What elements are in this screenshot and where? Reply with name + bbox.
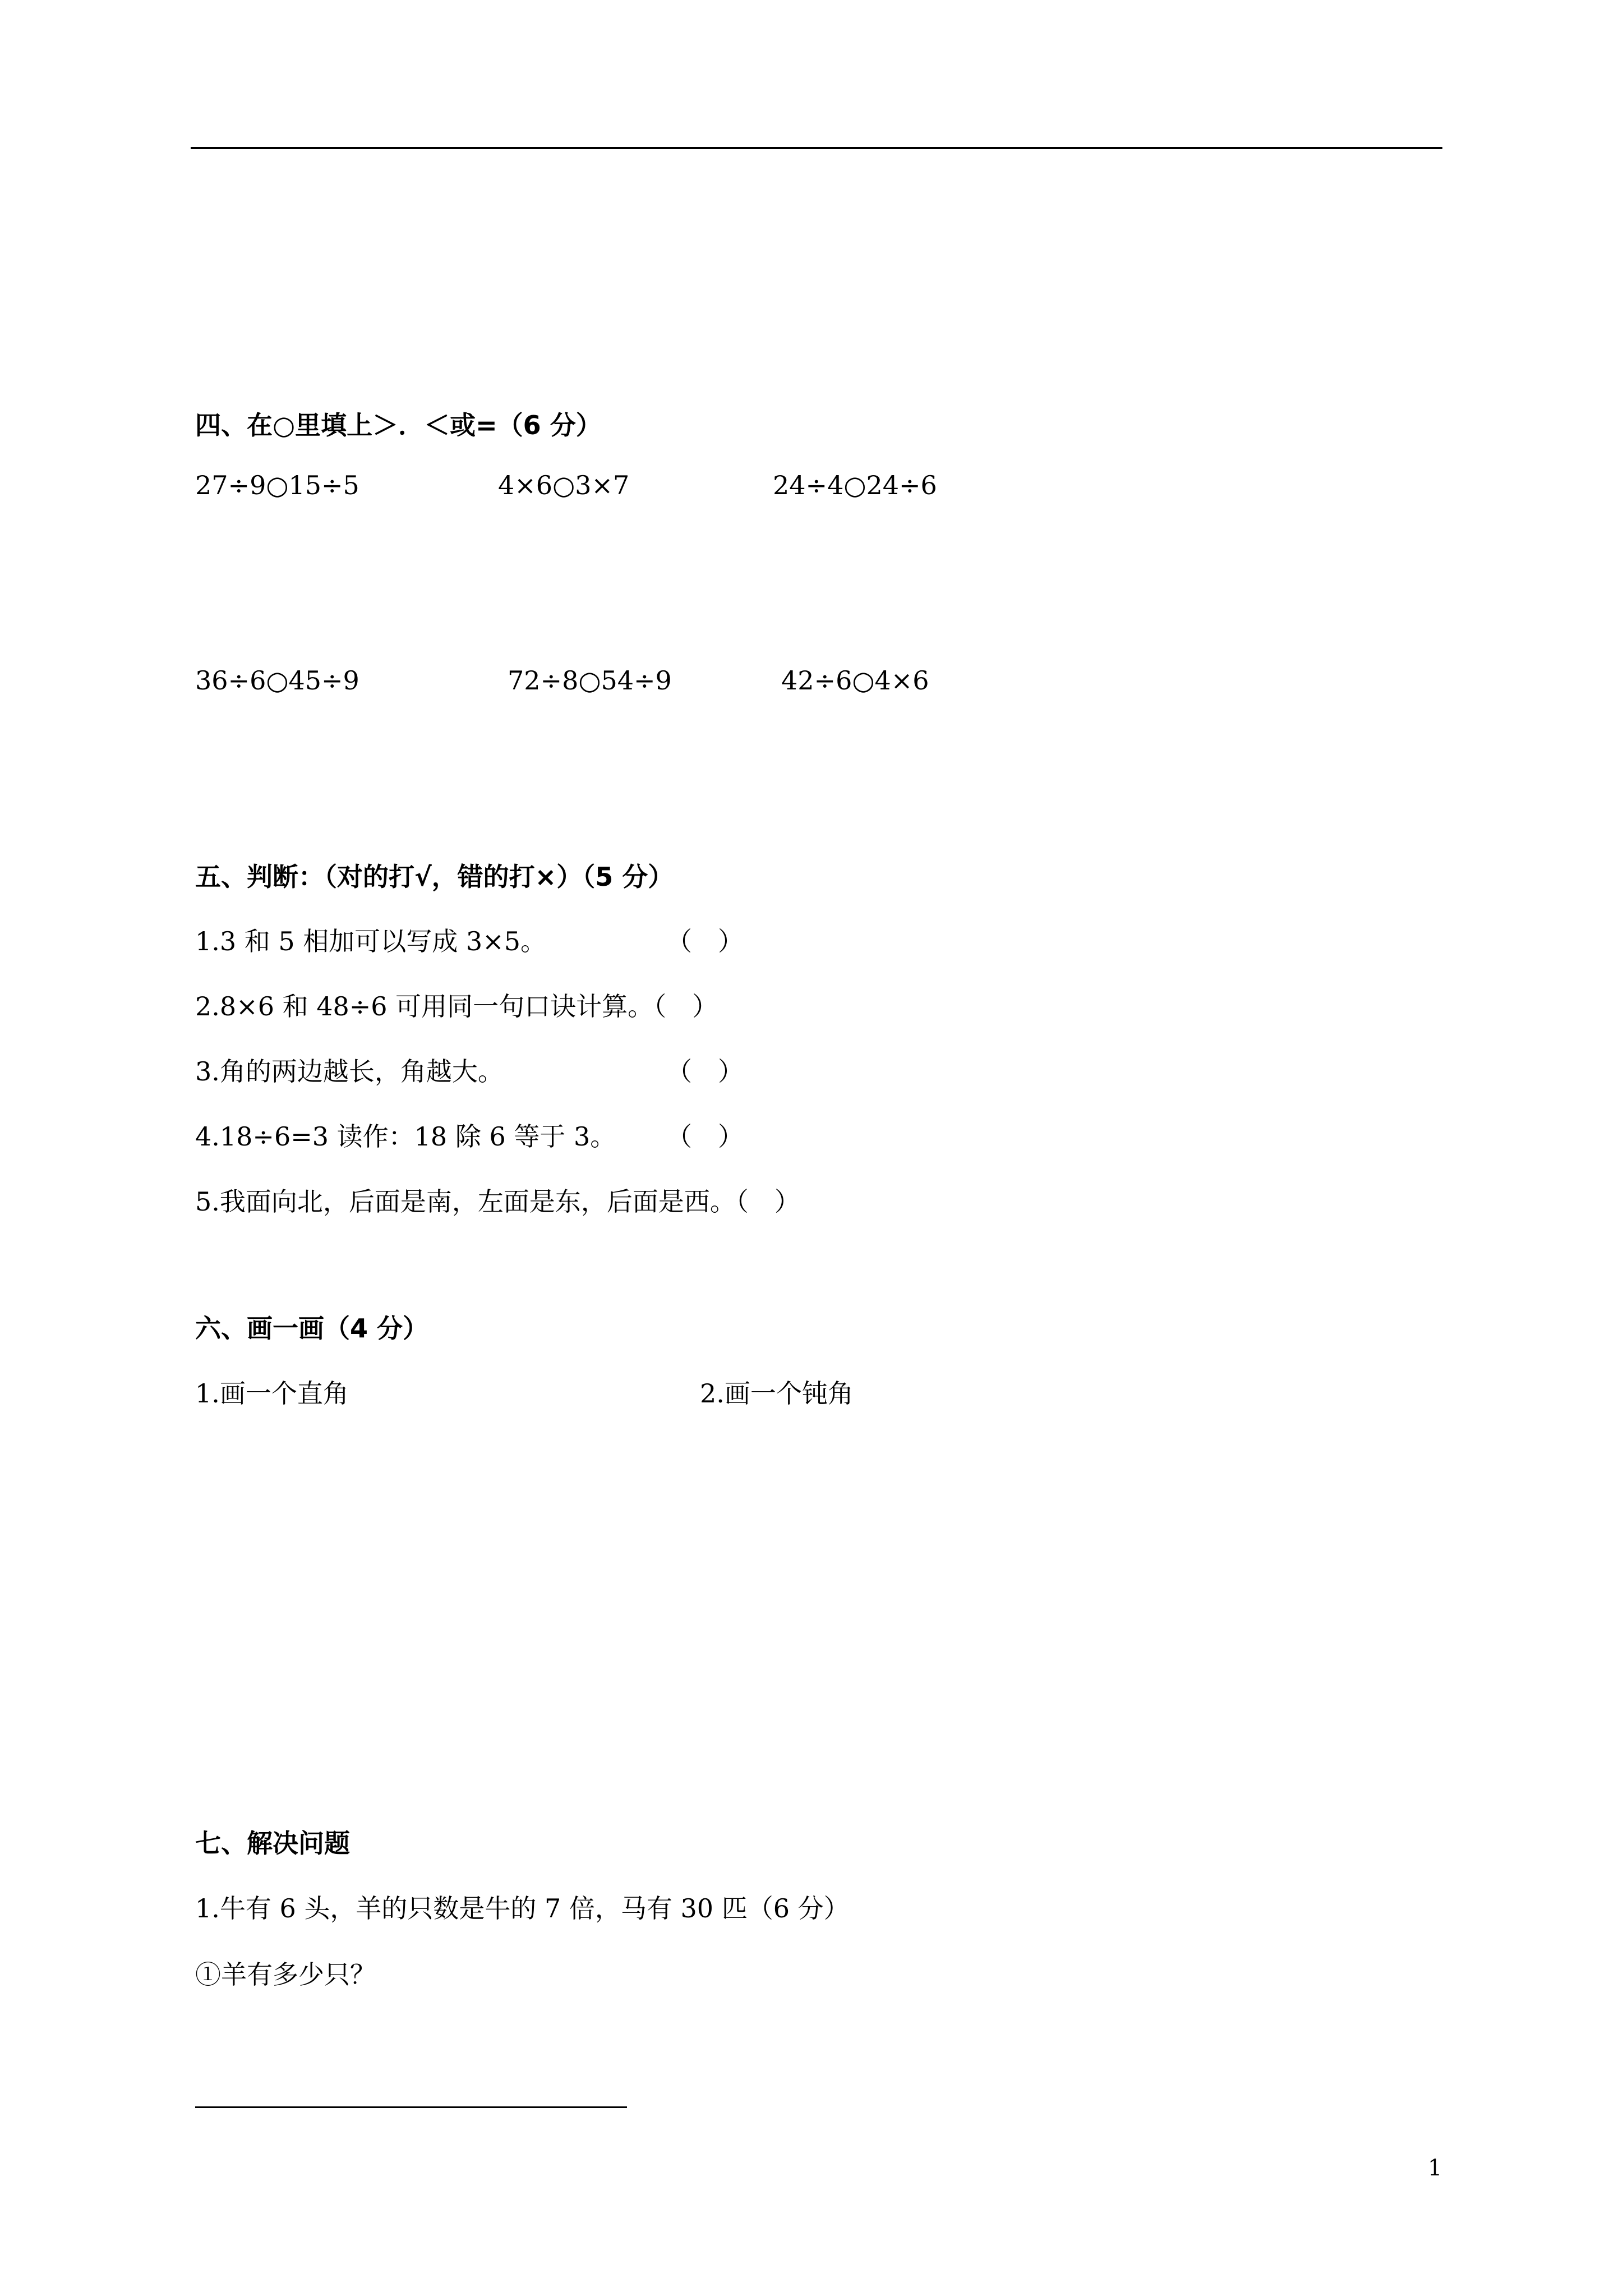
sub-question: ①羊有多少只？	[195, 1959, 376, 1990]
answer-blank: （ ）	[666, 926, 744, 956]
judge-item: 2.8×6 和 48÷6 可用同一句口诀计算。（ ）	[195, 991, 718, 1022]
problem-text: 1.牛有 6 头，羊的只数是牛的 7 倍，马有 30 匹（6 分）	[195, 1893, 850, 1924]
judge-item: 3.角的两边越长，角越大。	[195, 1056, 504, 1087]
draw-item: 1.画一个直角	[195, 1378, 349, 1409]
section-5-title: 五、判断：（对的打√，错的打×）（5 分）	[195, 862, 674, 892]
compare-item: 72÷8○54÷9	[508, 665, 672, 696]
judge-item: 4.18÷6=3 读作：18 除 6 等于 3。	[195, 1121, 616, 1152]
section-4-title: 四、在○里填上＞．＜或=（6 分）	[195, 410, 602, 440]
answer-blank: （ ）	[666, 1121, 744, 1152]
draw-item: 2.画一个钝角	[700, 1378, 854, 1409]
page-number: 1	[1428, 2155, 1442, 2181]
section-6-title: 六、画一画（4 分）	[195, 1313, 429, 1343]
header-rule	[191, 147, 1442, 149]
judge-item: 1.3 和 5 相加可以写成 3×5。	[195, 926, 546, 956]
compare-item: 24÷4○24÷6	[773, 470, 937, 500]
answer-blank: （ ）	[666, 1056, 744, 1087]
compare-item: 36÷6○45÷9	[195, 665, 359, 696]
judge-item: 5.我面向北，后面是南，左面是东，后面是西。（ ）	[195, 1186, 800, 1217]
footnote-rule	[195, 2106, 627, 2108]
compare-item: 4×6○3×7	[498, 470, 630, 500]
compare-item: 42÷6○4×6	[781, 665, 929, 696]
compare-item: 27÷9○15÷5	[195, 470, 359, 500]
section-7-title: 七、解决问题	[195, 1828, 350, 1858]
